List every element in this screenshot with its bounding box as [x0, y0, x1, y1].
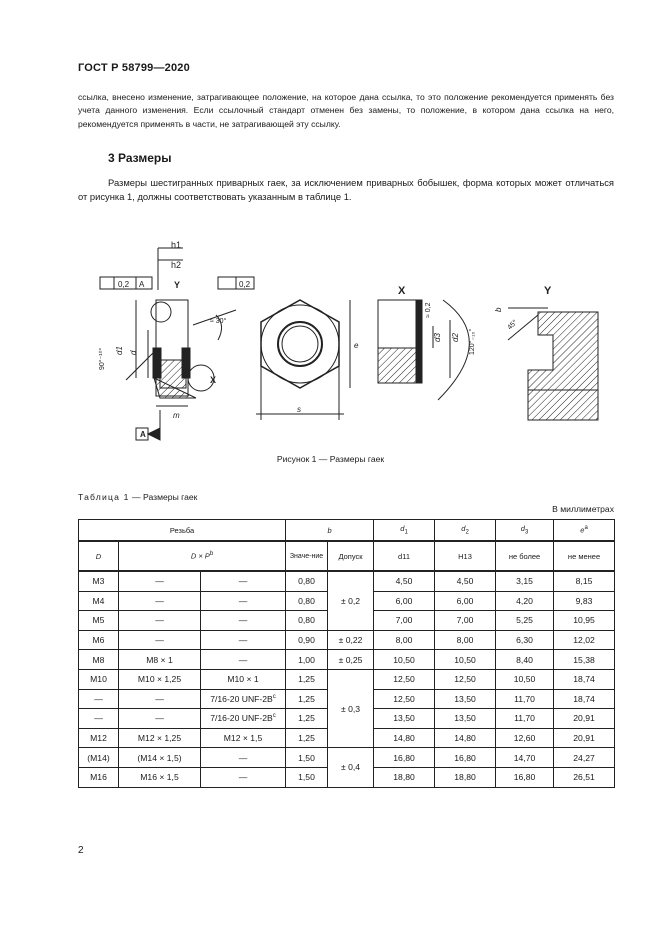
table-cell: M16 × 1,5 [119, 767, 201, 787]
table-cell: 24,27 [554, 748, 615, 768]
header-DxP: $D \times P^b$ [119, 541, 286, 571]
table-caption [78, 492, 197, 502]
table-cell: 20,91 [554, 709, 615, 729]
table-row [79, 748, 615, 768]
table-cell: 12,02 [554, 630, 615, 650]
table-cell: M12 [79, 728, 119, 748]
table-cell: 8,00 [374, 630, 435, 650]
table-cell: 8,15 [554, 571, 615, 591]
table-row [79, 650, 615, 670]
table-cell: 7,00 [435, 611, 496, 631]
header-d2-class: H13 [435, 541, 496, 571]
label-h2: h2 [171, 260, 182, 270]
table-cell: 10,95 [554, 611, 615, 631]
table-cell: 1,00 [286, 650, 328, 670]
table-cell: — [119, 571, 201, 591]
table-cell: 15,38 [554, 650, 615, 670]
table-cell: M6 [79, 630, 119, 650]
table-cell: 14,80 [435, 728, 496, 748]
table-cell: — [119, 630, 201, 650]
header-D: D [79, 541, 119, 571]
table-cell: 6,00 [435, 591, 496, 611]
table-cell: 12,50 [435, 669, 496, 689]
table-cell: 16,80 [374, 748, 435, 768]
table-cell: 13,50 [435, 689, 496, 709]
table-cell: 16,80 [435, 748, 496, 768]
table-cell: — [119, 611, 201, 631]
table-cell: — [201, 650, 286, 670]
table-cell: 6,00 [374, 591, 435, 611]
table-cell: 11,70 [496, 689, 554, 709]
table-cell: 11,70 [496, 709, 554, 729]
header-e-limit: не менее [554, 541, 615, 571]
table-cell: 1,25 [286, 689, 328, 709]
figure-nut-drawing [78, 230, 614, 445]
label-d: d [129, 350, 138, 355]
label-tol1: 0,2 [118, 280, 130, 289]
table-row [79, 571, 615, 591]
label-d2: d2 [451, 333, 460, 342]
table-cell: 12,50 [374, 669, 435, 689]
label-y-detail: Y [544, 285, 552, 297]
table-cell: 10,50 [435, 650, 496, 670]
table-cell: 0,80 [286, 611, 328, 631]
table-cell: 4,50 [374, 571, 435, 591]
table-caption-text: — Размеры гаек [129, 492, 198, 502]
table-row [79, 630, 615, 650]
table-cell: 1,50 [286, 748, 328, 768]
header-thread: Резьба [79, 520, 286, 542]
table-cell: M12 × 1,5 [201, 728, 286, 748]
table-cell: M8 × 1 [119, 650, 201, 670]
table-cell: — [79, 709, 119, 729]
label-x-side: X [210, 375, 217, 385]
table-cell: 20,91 [554, 728, 615, 748]
label-tol2: 0,2 [239, 280, 251, 289]
table-cell: 3,15 [496, 571, 554, 591]
table-cell: 7,00 [374, 611, 435, 631]
table-cell: 1,25 [286, 709, 328, 729]
table-cell: 7/16-20 UNF-$2B^c$ [201, 709, 286, 729]
table-cell: — [201, 611, 286, 631]
table-cell: 6,30 [496, 630, 554, 650]
header-value: Значе-ние [286, 541, 328, 571]
section-title: 3 Размеры [108, 151, 172, 165]
tolerance-cell: ± 0,22 [328, 630, 374, 650]
label-x-detail: X [398, 285, 406, 297]
detail-y [508, 308, 598, 420]
table-cell: M8 [79, 650, 119, 670]
table-cell: 18,80 [374, 767, 435, 787]
document-header: ГОСТ Р 58799—2020 [78, 62, 190, 74]
header-d2: $d_2$ [435, 520, 496, 542]
table-cell: 26,51 [554, 767, 615, 787]
table-cell: M4 [79, 591, 119, 611]
sizes-paragraph: Размеры шестигранных приварных гаек, за исключением приварных бобышек, форма которых может отличаться от рисунка 1, должны соответствовать указанным в таблице 1. [78, 177, 614, 202]
table-cell: — [201, 767, 286, 787]
table-cell: 5,25 [496, 611, 554, 631]
label-angle45: 45° [506, 318, 519, 332]
label-d3: d3 [433, 333, 442, 342]
table-cell: — [201, 748, 286, 768]
table-cell: 1,50 [286, 767, 328, 787]
table-cell: (M14) [79, 748, 119, 768]
table-cell: (M14 × 1,5) [119, 748, 201, 768]
table-caption-prefix: Таблица 1 [78, 492, 130, 502]
header-tolerance: Допуск [328, 541, 374, 571]
label-y-side: Y [174, 280, 181, 290]
table-cell: — [119, 709, 201, 729]
table-cell: 7/16-20 UNF-$2B^c$ [201, 689, 286, 709]
table-cell: — [119, 689, 201, 709]
table-cell: 12,60 [496, 728, 554, 748]
table-cell: 14,70 [496, 748, 554, 768]
table-units: В миллиметрах [552, 504, 614, 514]
header-b: b [286, 520, 374, 542]
label-angle30: ≈ 30° [210, 318, 227, 325]
label-m: m [173, 411, 180, 420]
table-header-row-2 [79, 541, 615, 571]
table-cell: 10,50 [374, 650, 435, 670]
tolerance-cell: ± 0,25 [328, 650, 374, 670]
figure-caption: Рисунок 1 — Размеры гаек [276, 454, 385, 464]
table-cell: M12 × 1,25 [119, 728, 201, 748]
table-cell: 14,80 [374, 728, 435, 748]
table-cell: M10 × 1,25 [119, 669, 201, 689]
table-cell: — [119, 591, 201, 611]
top-view [256, 300, 350, 420]
table-cell: 12,50 [374, 689, 435, 709]
table-cell: — [201, 571, 286, 591]
table-cell: M16 [79, 767, 119, 787]
dimensions-table [78, 519, 615, 788]
table-cell: 4,50 [435, 571, 496, 591]
header-e: $e^a$ [554, 520, 615, 542]
label-angle120: 120°₋₁₀° [469, 328, 476, 355]
table-cell: 1,25 [286, 728, 328, 748]
table-cell: M10 [79, 669, 119, 689]
label-datum-a: A [140, 430, 146, 439]
label-x-tol: ≈ 0,2 [425, 302, 432, 318]
label-angle90: 90°⁻¹⁰° [99, 347, 106, 370]
table-cell: 0,80 [286, 571, 328, 591]
table-cell: 10,50 [496, 669, 554, 689]
table-cell: 4,20 [496, 591, 554, 611]
detail-x [378, 300, 469, 400]
label-b: b [494, 307, 503, 312]
table-cell: — [201, 591, 286, 611]
tolerance-cell: ± 0,4 [328, 748, 374, 787]
table-cell: 8,00 [435, 630, 496, 650]
label-d1: d1 [115, 346, 124, 355]
table-cell: 13,50 [435, 709, 496, 729]
tolerance-cell: ± 0,3 [328, 669, 374, 747]
header-d3-limit: не более [496, 541, 554, 571]
label-h1: h1 [171, 240, 182, 250]
table-cell: 18,74 [554, 669, 615, 689]
label-s: s [297, 405, 301, 414]
table-cell: 0,90 [286, 630, 328, 650]
table-cell: — [201, 630, 286, 650]
table-cell: — [79, 689, 119, 709]
header-d1: $d_1$ [374, 520, 435, 542]
intro-paragraph: ссылка, внесено изменение, затрагивающее положение, на которое дана ссылка, то это положение рекомендуется применять без учета данного изменения. Если ссылочный стандарт отменен без замены, то положение, в котором дана ссылка на него, рекомендуется применять в части, не затрагивающей эту ссылку. [78, 92, 614, 129]
table-cell: 0,80 [286, 591, 328, 611]
table-cell: M5 [79, 611, 119, 631]
label-e: e [354, 341, 359, 350]
table-cell: 8,40 [496, 650, 554, 670]
table-cell: 16,80 [496, 767, 554, 787]
table-cell: M10 × 1 [201, 669, 286, 689]
table-row [79, 669, 615, 689]
table-cell: 18,80 [435, 767, 496, 787]
label-tol-a: A [139, 280, 145, 289]
page-number: 2 [78, 845, 84, 856]
table-cell: 9,83 [554, 591, 615, 611]
table-cell: 1,25 [286, 669, 328, 689]
header-d3: $d_3$ [496, 520, 554, 542]
tolerance-cell: ± 0,2 [328, 571, 374, 630]
table-cell: M3 [79, 571, 119, 591]
table-cell: 13,50 [374, 709, 435, 729]
header-d1-class: d11 [374, 541, 435, 571]
table-header-row-1 [79, 520, 615, 542]
table-cell: 18,74 [554, 689, 615, 709]
